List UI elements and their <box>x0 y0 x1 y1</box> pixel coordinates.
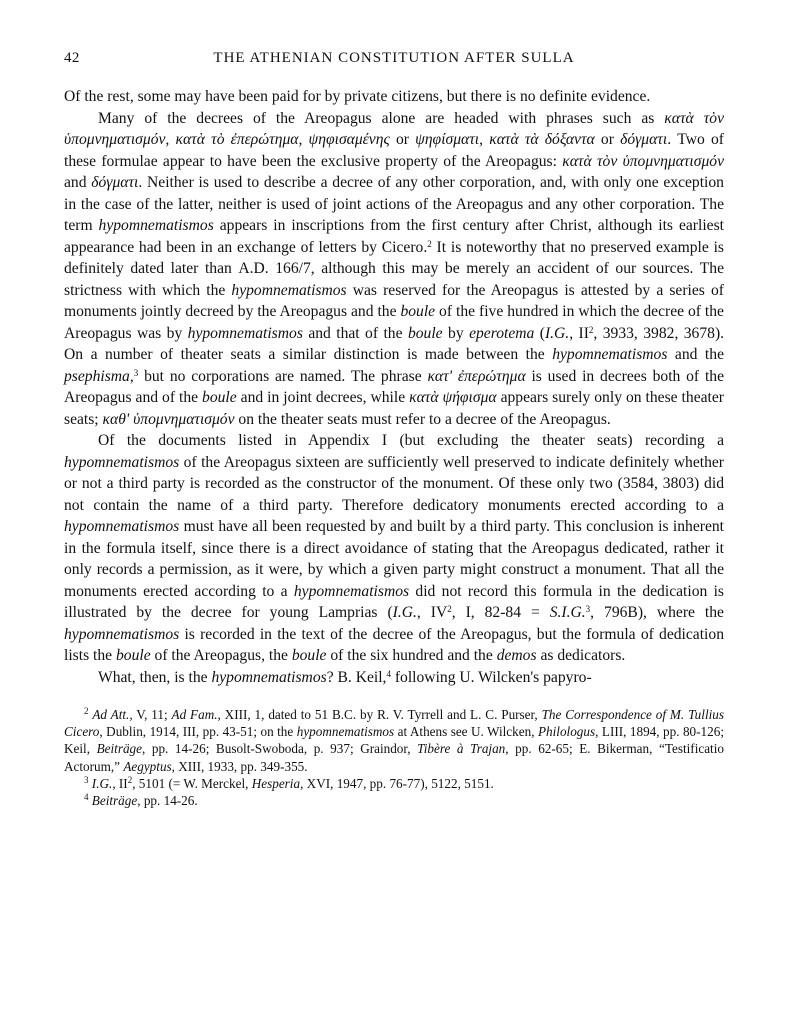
greek-phrase: κατὰ τὸν ὑπομνηματισμόν <box>562 152 724 170</box>
paragraph-3: Of the documents listed in Appendix I (but excluding the theater seats) recording a hypomnematismos of the Areopagus sixteen are sufficiently well preserved to indicate definitely whether or not a third party is recorded as the constructor of the monument. Of these only two (3584, 3803) did not contain the name of a third party. Therefore dedicatory monuments erected according to a hypomnematismos must have all been requested by and built by a third party. This conclusion is inherent in the formula itself, since there is a direct avoidance of stating that the Areopagus dedicated, rather it only records a permission, as it were, by which a given party might construct a monument. That all the monuments erected according to a hypomnematismos did not record this formula in the dedication is illustrated by the decree for young Lamprias (I.G., $IV^2$, I, 82-84 = S.I.G.$^3$, 796B), where the hypomnematismos is recorded in the text of the decree of the Areopagus, but the formula of dedication lists the boule of the Areopagus, the boule of the six hundred and the demos as dedicators. <box>64 432 725 664</box>
paragraph-2: Many of the decrees of the Areopagus alone are headed with phrases such as κατὰ τὸν ὑπομνηματισμόν, κατὰ τὸ ἐπερώτημα, ψηφισαμένης or ψηφίσματι, κατὰ τὰ δόξαντα or δόγματι. Two of these formulae appear to have been the exclusive property of the Areopagus: κατὰ τὸν ὑπομνηματισμόν and δόγματι. Neither is used to describe a decree of any other corporation, and, with only one exception in the case of the latter, neither is used of joint actions of the Areopagus and any other corporation. The term hypomnematismos appears in inscriptions from the first century after Christ, although its earliest appearance had been in an exchange of letters by Cicero.$^2$ It is noteworthy that no preserved example is definitely dated later than A.D. 166/7, although this may be merely an accident of our sources. The strictness with which the hypomnematismos was reserved for the Areopagus is attested by a series of monuments jointly decreed by the Areopagus and the boule of the five hundred in which the decree of the Areopagus was by hypomnematismos and that of the boule by eperotema (I.G., $II^2$, 3933, 3982, 3678). On a number of theater seats a similar distinction is made between the hypomnematismos and the psephisma,$^3$ but no corporations are named. The phrase κατ' ἐπερώτημα is used in decrees both of the Areopagus and of the boule and in joint decrees, while κατὰ ψήφισμα appears surely only on these theater seats; καθ' ὑπομνηματισμόν on the theater seats must refer to a decree of the Areopagus. <box>64 109 725 428</box>
footnote-3: $^3$ I.G., $II^2$, 5101 (= W. Merckel, Hesperia, XVI, 1947, pp. 76-77), 5122, 5151. <box>84 774 494 791</box>
footnote-ref-4[interactable]: 4 <box>386 668 391 679</box>
paragraph-4: What, then, is the hypomnematismos? B. Keil,$^4$ following U. Wilcken's papyro- <box>98 668 592 686</box>
running-title: THE ATHENIAN CONSTITUTION AFTER SULLA <box>213 50 575 66</box>
footnote-4: $^4$ Beiträge, pp. 14-26. <box>84 792 198 809</box>
page-number: 42 <box>64 50 80 66</box>
greek-phrase: ψηφίσματι, κατὰ τὰ δόξαντα <box>415 131 595 148</box>
footnote-ref-3[interactable]: 3 <box>133 367 139 378</box>
page-header <box>64 50 724 74</box>
footnotes <box>64 706 724 809</box>
greek-phrase: κατὰ ψήφισμα <box>409 389 497 406</box>
page <box>64 50 724 809</box>
greek-phrase: δόγματι <box>620 131 668 148</box>
footnote-2: $^2$ Ad Att., V, 11; Ad Fam., XIII, 1, dated to 51 B.C. by R. V. Tyrrell and L. C. Purser, The Correspondence of M. Tullius Cicero, Dublin, 1914, III, pp. 43-51; on the hypomnematismos at Athens see U. Wilcken, Philologus, LIII, 1894, pp. 80-126; Keil, Beiträge, pp. 14-26; Busolt-Swoboda, p. 937; Graindor, Tibère à Trajan, pp. 62-65; E. Bikerman, “Testificatio Actorum,” Aegyptus, XIII, 1933, pp. 349-355. <box>64 706 724 774</box>
greek-phrase: κατ' ἐπερώτημα <box>427 367 526 385</box>
greek-phrase: καθ' ὑπομνηματισμόν <box>102 410 235 428</box>
greek-phrase: κατὰ τὸν ὑπομνηματισμόν, κατὰ τὸ ἐπερώτημα, ψηφισαμένης <box>64 109 724 148</box>
body-text <box>64 86 724 688</box>
greek-phrase: δόγματι <box>91 174 139 191</box>
footnote-ref-2[interactable]: 2 <box>427 238 432 249</box>
paragraph-1: Of the rest, some may have been paid for by private citizens, but there is no definite evidence. <box>64 88 651 105</box>
